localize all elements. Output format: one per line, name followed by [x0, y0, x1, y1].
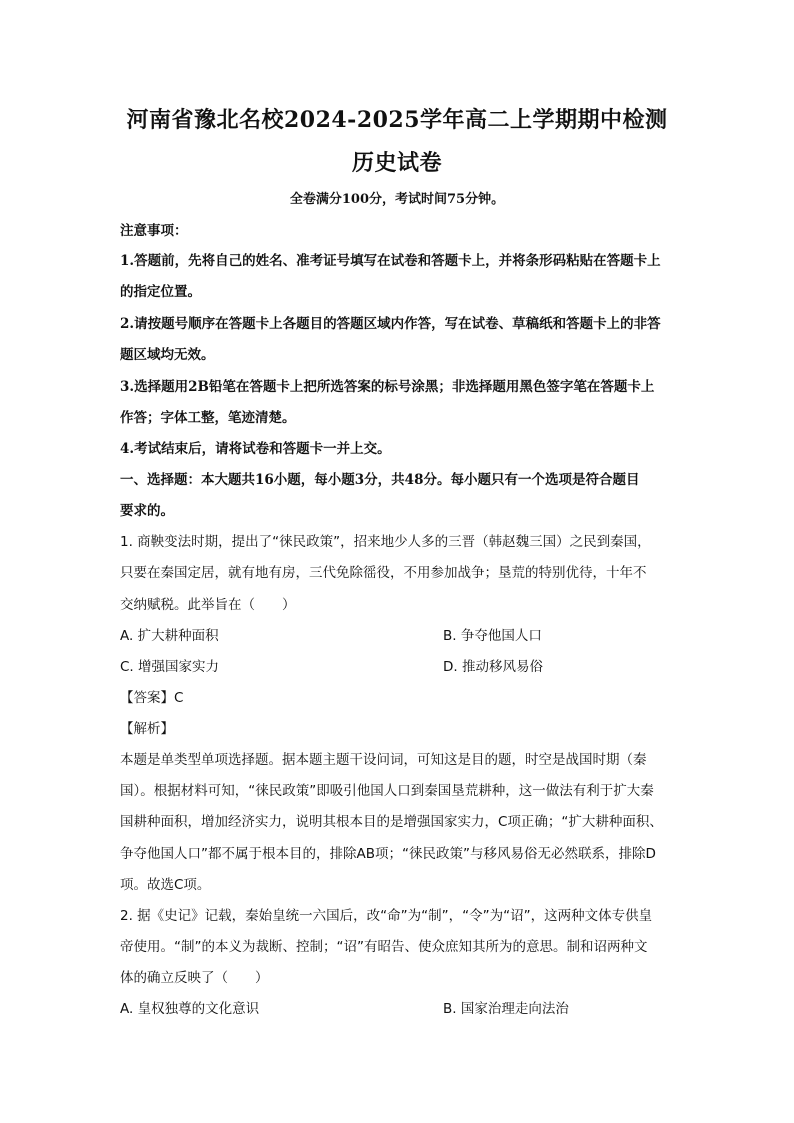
option-b: B. 争夺他国人口: [443, 628, 542, 644]
notice-line: 4.考试结束后，请将试卷和答题卡一并上交。: [120, 441, 391, 457]
option-b: B. 国家治理走向法治: [443, 1001, 569, 1017]
analysis-label: 【解析】: [120, 721, 174, 737]
option-d: D. 推动移风易俗: [443, 659, 543, 675]
notice-line: 1.答题前，先将自己的姓名、准考证号填写在试卷和答题卡上，并将条形码粘贴在答题卡上: [120, 253, 661, 269]
question-stem: 只要在秦国定居，就有地有房，三代免除徭役，不用参加战争；垦荒的特别优待，十年不: [120, 565, 647, 581]
analysis-line: 本题是单类型单项选择题。据本题主题干设问词，可知这是目的题，时空是战国时期（秦: [120, 752, 647, 768]
exam-title: 河南省豫北名校2024-2025学年高二上学期期中检测: [126, 107, 668, 133]
section-heading: 一、选择题：本大题共16小题，每小题3分，共48分。每小题只有一个选项是符合题目: [120, 472, 640, 488]
notice-line: 作答；字体工整，笔迹清楚。: [120, 410, 296, 426]
analysis-line: 国耕种面积，增加经济实力，说明其根本目的是增强国家实力，C项正确；“扩大耕种面积、: [120, 814, 663, 830]
option-a: A. 皇权独尊的文化意识: [120, 1001, 260, 1017]
question-stem: 帝使用。“制”的本义为裁断、控制；“诏”有昭告、使众庶知其所为的意思。制和诏两种文: [120, 939, 648, 955]
notice-line: 2.请按题号顺序在答题卡上各题目的答题区域内作答，写在试卷、草稿纸和答题卡上的非答: [120, 316, 661, 332]
answer-line: 【答案】C: [120, 690, 184, 706]
question-stem: 2. 据《史记》记载，秦始皇统一六国后，改“命”为“制”，“令”为“诏”，这两种文体专供皇: [120, 908, 653, 924]
notice-line: 题区域均无效。: [120, 347, 215, 363]
section-heading: 要求的。: [120, 503, 174, 519]
notice-line: 的指定位置。: [120, 284, 201, 300]
question-stem: 体的确立反映了（ ）: [120, 970, 269, 986]
notice-line: 3.选择题用2B铅笔在答题卡上把所选答案的标号涂黑；非选择题用黑色签字笔在答题卡上: [120, 379, 655, 395]
analysis-line: 项。故选C项。: [120, 877, 211, 893]
question-stem: 交纳赋税。此举旨在（ ）: [120, 597, 296, 613]
exam-subtitle: 全卷满分100分，考试时间75分钟。: [289, 192, 505, 207]
exam-subject: 历史试卷: [351, 150, 442, 176]
analysis-line: 国）。根据材料可知，“徕民政策”即吸引他国人口到秦国垦荒耕种，这一做法有利于扩大秦: [120, 783, 654, 799]
option-a: A. 扩大耕种面积: [120, 628, 219, 644]
notice-heading: 注意事项：: [120, 223, 188, 239]
option-c: C. 增强国家实力: [120, 659, 220, 675]
analysis-line: 争夺他国人口”都不属于根本目的，排除AB项；“徕民政策”与移风易俗无必然联系，排除D: [120, 846, 656, 862]
question-stem: 1. 商鞅变法时期，提出了“徕民政策”，招来地少人多的三晋（韩赵魏三国）之民到秦国，: [120, 534, 651, 550]
